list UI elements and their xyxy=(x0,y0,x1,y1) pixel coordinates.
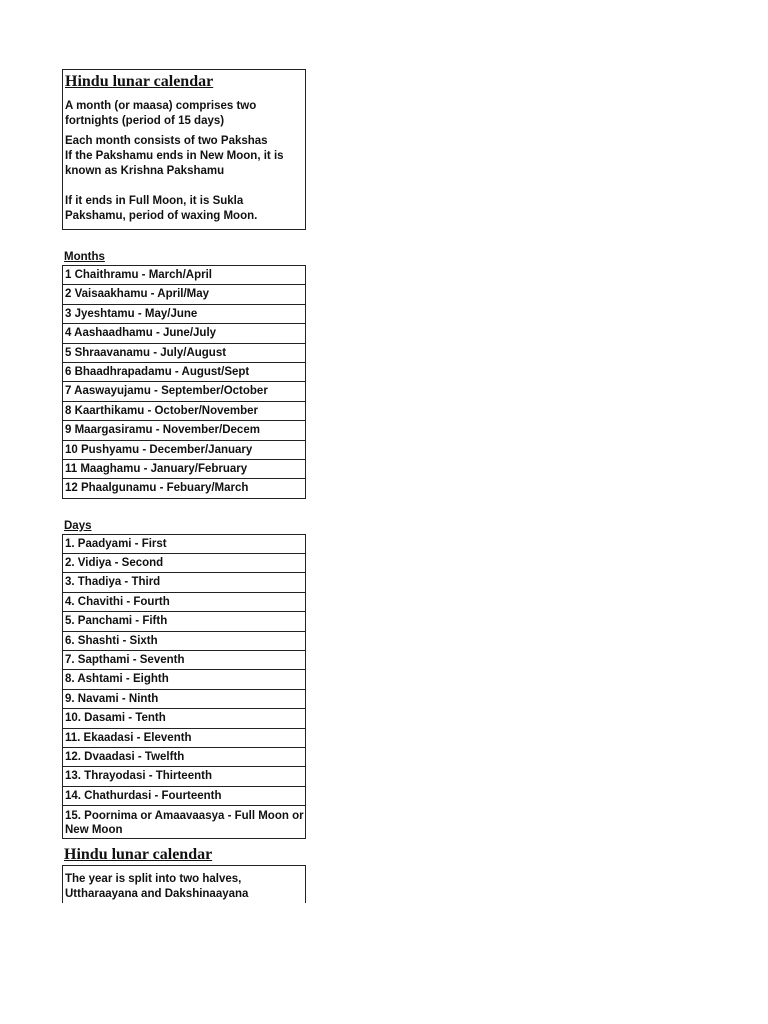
day-row: 10. Dasami - Tenth xyxy=(63,709,305,728)
document-sheet xyxy=(62,69,306,903)
month-row: 9 Maargasiramu - November/Decem xyxy=(63,421,305,440)
section-title: Hindu lunar calendar xyxy=(65,73,214,90)
day-row: 14. Chathurdasi - Fourteenth xyxy=(63,787,305,806)
intro-paragraph: A month (or maasa) comprises two fortnights (period of 15 days) xyxy=(65,100,257,127)
days-heading: Days xyxy=(64,519,92,532)
intro-paragraph: If it ends in Full Moon, it is Sukla Pakshamu, period of waxing Moon. xyxy=(65,195,258,222)
month-row: 5 Shraavanamu - July/August xyxy=(63,344,305,363)
month-row: 3 Jyeshtamu - May/June xyxy=(63,305,305,324)
intro-paragraph: The year is split into two halves, Uttharaayana and Dakshinaayana xyxy=(65,873,249,901)
months-list xyxy=(62,265,306,499)
days-list xyxy=(62,534,306,839)
month-row: 12 Phaalgunamu - Febuary/March xyxy=(63,479,305,498)
section-title: Hindu lunar calendar xyxy=(64,846,213,864)
day-row: 5. Panchami - Fifth xyxy=(63,612,305,631)
month-row: 6 Bhaadhrapadamu - August/Sept xyxy=(63,363,305,382)
intro-box xyxy=(62,69,306,230)
day-row: 13. Thrayodasi - Thirteenth xyxy=(63,767,305,786)
month-row: 4 Aashaadhamu - June/July xyxy=(63,324,305,343)
day-row: 1. Paadyami - First xyxy=(63,535,305,554)
month-row: 11 Maaghamu - January/February xyxy=(63,460,305,479)
day-row: 7. Sapthami - Seventh xyxy=(63,651,305,670)
month-row: 2 Vaisaakhamu - April/May xyxy=(63,285,305,304)
intro-paragraph: If the Pakshamu ends in New Moon, it is known as Krishna Pakshamu xyxy=(65,150,284,177)
month-row: 7 Aaswayujamu - September/October xyxy=(63,382,305,401)
month-row: 1 Chaithramu - March/April xyxy=(63,266,305,285)
day-row: 9. Navami - Ninth xyxy=(63,690,305,709)
month-row: 8 Kaarthikamu - October/November xyxy=(63,402,305,421)
day-row: 2. Vidiya - Second xyxy=(63,554,305,573)
months-heading: Months xyxy=(64,251,105,263)
day-row: 15. Poornima or Amaavaasya - Full Moon or New Moon xyxy=(63,806,305,839)
day-row: 6. Shashti - Sixth xyxy=(63,632,305,651)
month-row: 10 Pushyamu - December/January xyxy=(63,441,305,460)
day-row: 4. Chavithi - Fourth xyxy=(63,593,305,612)
day-row: 3. Thadiya - Third xyxy=(63,573,305,592)
intro-box-2 xyxy=(62,865,306,903)
day-row: 8. Ashtami - Eighth xyxy=(63,670,305,689)
day-row: 12. Dvaadasi - Twelfth xyxy=(63,748,305,767)
intro-paragraph: Each month consists of two Pakshas xyxy=(65,135,268,147)
day-row: 11. Ekaadasi - Eleventh xyxy=(63,729,305,748)
